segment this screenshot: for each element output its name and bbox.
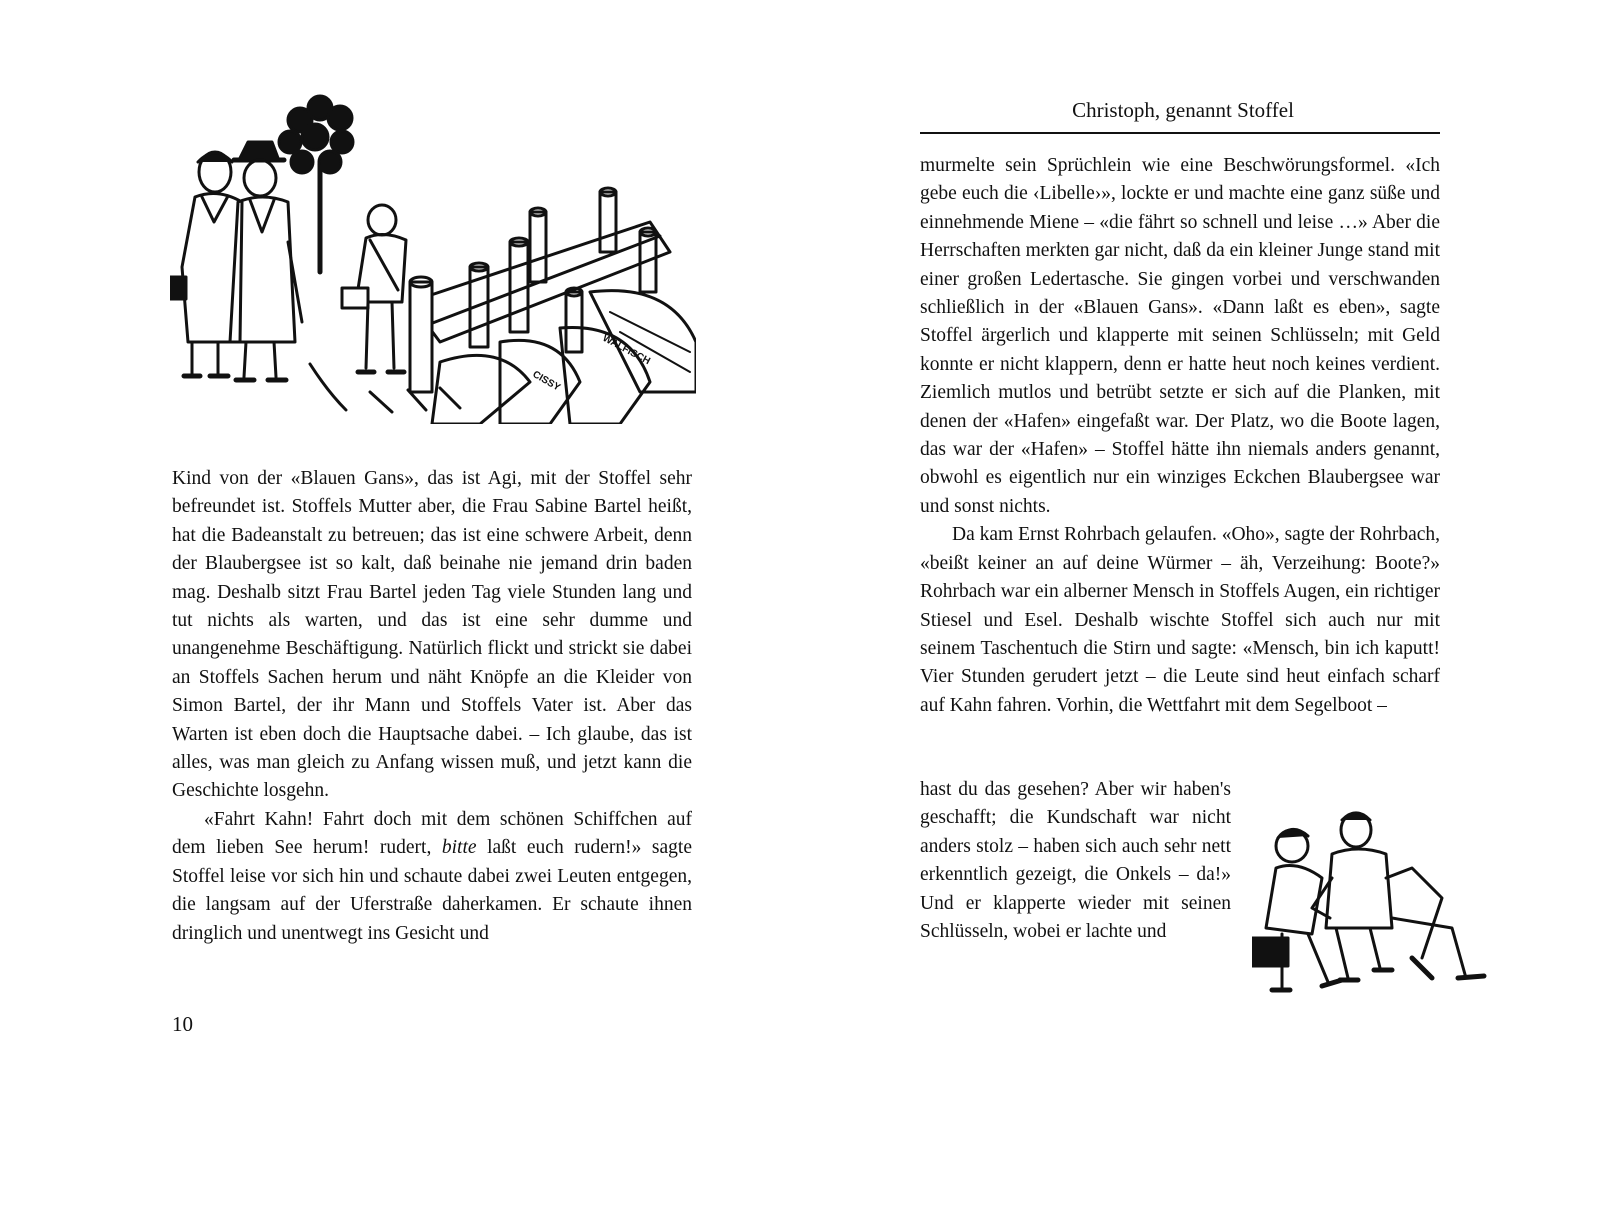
boats-drawing xyxy=(432,291,696,424)
boy-figure xyxy=(342,205,406,372)
right-body-text xyxy=(920,152,1440,720)
left-paragraph-2-italic: bitte xyxy=(441,837,477,859)
right-narrow-text xyxy=(920,776,1231,946)
illustration-two-children-sitting xyxy=(1252,808,1492,1008)
illustration-couple-and-boy-at-pier xyxy=(170,92,696,424)
running-head: Christoph, genannt Stoffel xyxy=(1072,98,1294,122)
left-paragraph-2 xyxy=(172,806,692,948)
page-number-left: 10 xyxy=(172,1012,193,1036)
boat-label-cissy: CISSY xyxy=(530,369,562,394)
right-paragraph-2: Da kam Ernst Rohrbach gelaufen. «Oho», sagte der Rohrbach, «beißt keiner an auf deine Würmer – äh, Verzeihung: Boote?» Rohrbach war ein alberner Mensch in Stoffels Augen, ein richtiger Stiesel und Esel. Deshalb wischte Stoffel sich auch nur mit seinem Taschentuch die Stirn und sagte: «Mensch, bin ich kaputt! Vier Stunden gerudert jetzt – die Leute sind heut einfach scharf auf Kahn fahren. Vorhin, die Wettfahrt mit dem Segelboot – xyxy=(920,524,1440,716)
pier-drawing xyxy=(410,188,670,392)
boy-sitting-figure xyxy=(1312,813,1484,980)
boat-label-walfisch: WALFISCH xyxy=(600,332,652,368)
right-paragraph-1: murmelte sein Sprüchlein wie eine Beschwörungsformel. «Ich gebe euch die ‹Libelle›», lockte er und machte eine ganz süße und einnehmende Miene – «die fährt so schnell und leise …» Aber die Herrschaften merkten gar nicht, daß da ein kleiner Junge stand mit einer großen Ledertasche. Sie gingen vorbei und verschwanden schließlich in der «Blauen Gans». «Dann laßt es eben», sagte Stoffel ärgerlich und klapperte mit seinen Schlüsseln; mit Geld konnte er nicht klappern, denn er hatte heut noch keines verdient. Ziemlich mutlos und betrübt setzte er sich auf die Planken, mit denen der «Hafen» eingefaßt war. Der Platz, wo die Boote lagen, das war der «Hafen» – Stoffel hätte ihn niemals anders genannt, obwohl es eigentlich nur ein winziges Eckchen Blaubergsee war und sonst nichts. xyxy=(920,155,1440,517)
running-head-rule xyxy=(920,132,1440,134)
left-paragraph-1: Kind von der «Blauen Gans», das ist Agi, mit der Stoffel sehr befreundet ist. Stoffels Mutter aber, die Frau Sabine Bartel heißt, hat die Badeanstalt zu betreuen; das ist eine schwere Arbeit, denn der Blaubergsee ist so kalt, daß beinahe nie jemand drin baden mag. Deshalb sitzt Frau Bartel jeden Tag viele Stunden lang und tut nichts als warten, und das ist eine sehr dumme und unangenehme Beschäftigung. Natürlich flickt und strickt sie dabei an Stoffels Sachen herum und näht Knöpfe an die Kleider von Simon Bartel, der ihr Mann und Stoffels Vater ist. Aber das Warten ist eben doch die Hauptsache dabei. – Ich glaube, das ist alles, was man gleich zu Anfang wissen muß, und jetzt kann die Geschichte losgehn. xyxy=(172,468,692,802)
left-paragraph-2-end: laßt euch rudern!» sagte Stoffel leise vor sich hin und schaute dabei zwei Leuten entgegen, die langsam auf der Uferstraße daherkamen. Er schaute ihnen dringlich und unentwegt ins Gesicht und xyxy=(172,837,692,944)
left-paragraph-2-start: «Fahrt Kahn! Fahrt doch mit dem schönen Schiffchen auf dem lieben See herum! rudert, xyxy=(172,808,692,859)
right-paragraph-2-continued: hast du das gesehen? Aber wir haben's geschafft; die Kundschaft war nicht anders stolz – haben sich auch sehr nett erkenntlich gezeigt, die Onkels – da!» Und er klapperte wieder mit seinen Schlüsseln, wobei er lachte und xyxy=(920,779,1231,943)
left-body-text xyxy=(172,465,692,948)
